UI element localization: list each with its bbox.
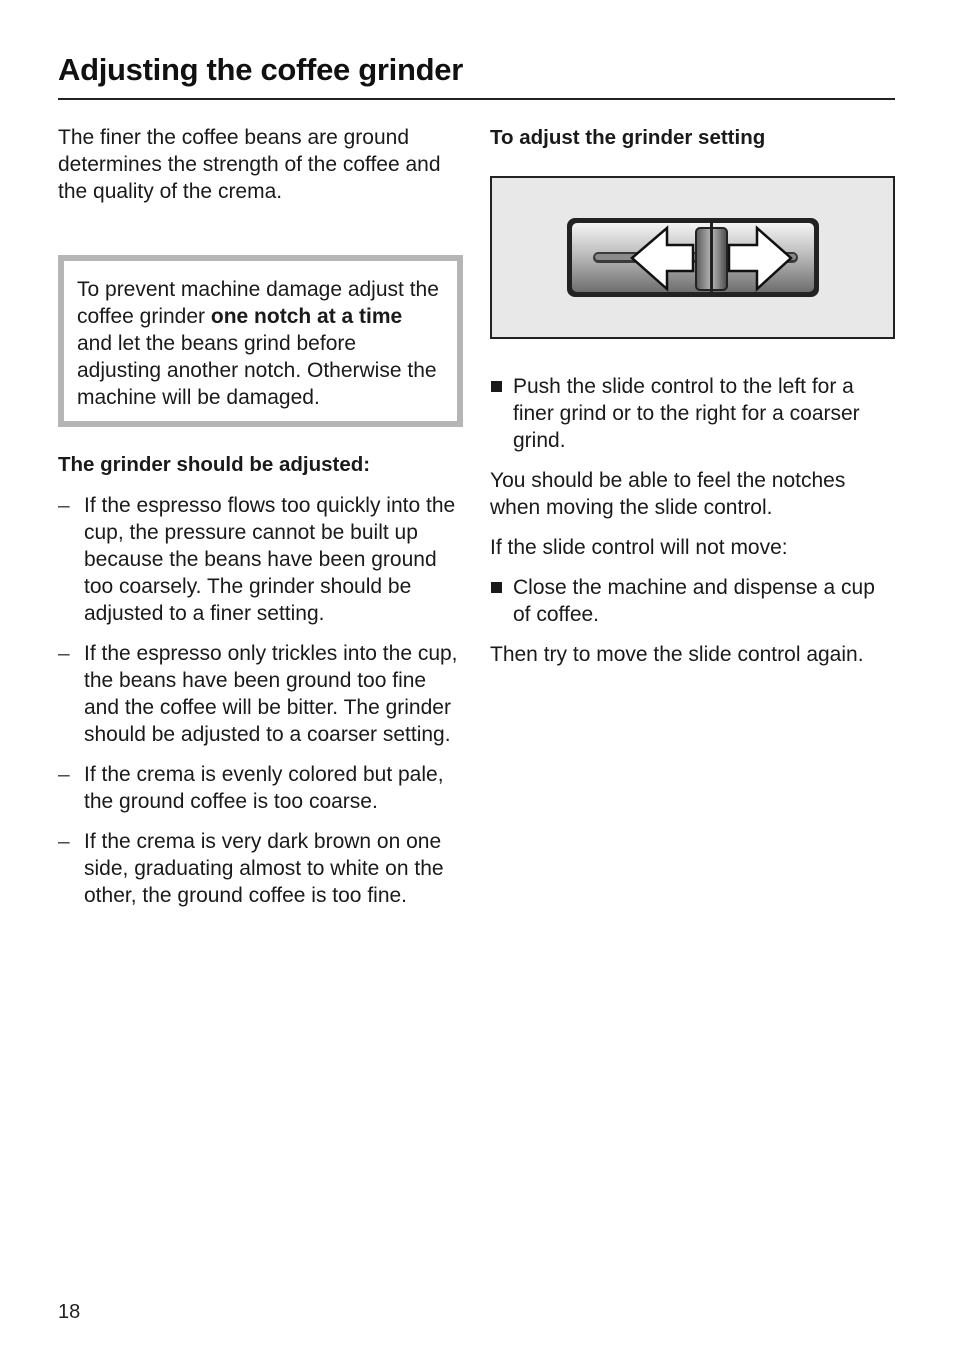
dash-marker: –: [58, 763, 70, 786]
step-text: Close the machine and dispense a cup of coffee.: [513, 576, 875, 626]
step-list-2: [490, 574, 895, 628]
warning-text-bold: one notch at a time: [210, 305, 403, 328]
slide-control-diagram: [490, 176, 895, 339]
list-item-text: If the espresso flows too quickly into the cup, the pressure cannot be built up because the beans have been ground too coarsely. The grinder should be adjusted to a finer setting.: [84, 494, 456, 625]
slide-control-arrows-icon: [492, 178, 893, 337]
page-title: Adjusting the coffee grinder: [58, 52, 463, 87]
grinder-adjust-heading: The grinder should be adjusted:: [58, 453, 371, 476]
list-item: [490, 373, 895, 454]
adjust-conditions-list: [58, 492, 463, 909]
list-item: [58, 640, 463, 748]
page-number: 18: [58, 1301, 81, 1323]
warning-text: [77, 276, 441, 411]
list-item: [58, 828, 463, 909]
list-item-text: If the espresso only trickles into the cup, the beans have been ground too fine and the coffee will be bitter. The grinder should be adjusted to a coarser setting.: [84, 642, 458, 746]
list-item: [58, 492, 463, 627]
square-bullet-icon: [491, 381, 502, 392]
intro-paragraph: The finer the coffee beans are ground determines the strength of the coffee and the quality of the crema.: [58, 126, 441, 203]
list-item-text: If the crema is very dark brown on one side, graduating almost to white on the other, the ground coffee is too fine.: [84, 830, 444, 907]
dash-marker: –: [58, 494, 70, 517]
dash-marker: –: [58, 830, 70, 853]
step-list-1: [490, 373, 895, 454]
list-item: [58, 761, 463, 815]
list-item: [490, 574, 895, 628]
warning-text-part1: To prevent machine damage adjust the coffee grinder: [77, 278, 439, 328]
step-text: Push the slide control to the left for a finer grind or to the right for a coarser grind.: [513, 375, 860, 452]
will-not-move-paragraph: If the slide control will not move:: [490, 536, 788, 559]
notches-paragraph: You should be able to feel the notches when moving the slide control.: [490, 469, 846, 519]
warning-box: [58, 255, 463, 427]
try-again-paragraph: Then try to move the slide control again.: [490, 643, 864, 666]
dash-marker: –: [58, 642, 70, 665]
right-column: [490, 124, 895, 681]
list-item-text: If the crema is evenly colored but pale, the ground coffee is too coarse.: [84, 763, 444, 813]
left-column: [58, 124, 463, 922]
adjust-setting-heading: To adjust the grinder setting: [490, 126, 766, 149]
warning-text-part2: and let the beans grind before adjusting another notch. Otherwise the machine will be damaged.: [77, 332, 437, 409]
title-rule: [58, 98, 895, 100]
square-bullet-icon: [491, 582, 502, 593]
